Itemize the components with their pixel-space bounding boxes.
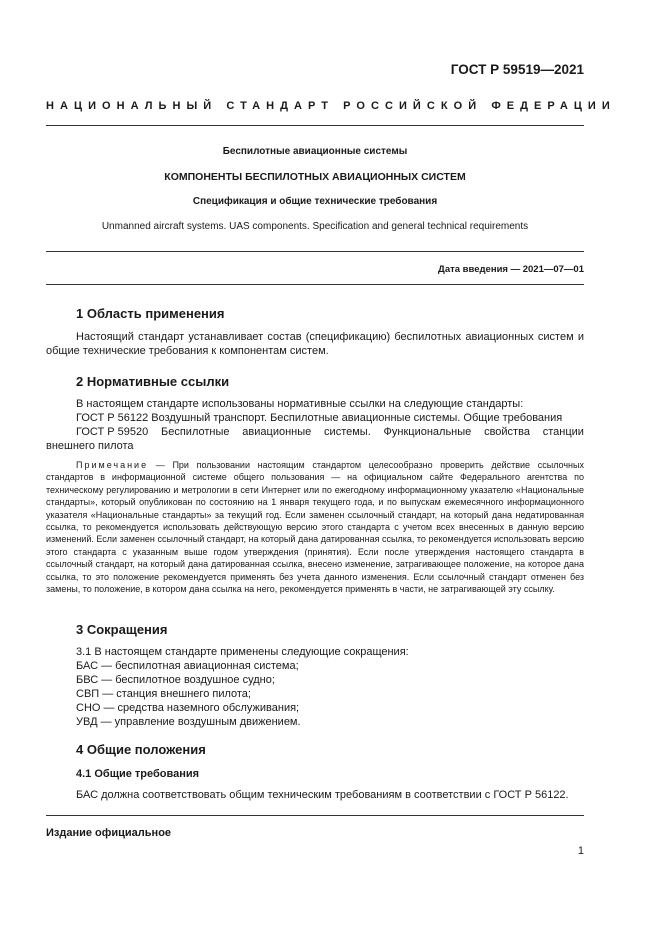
page-number: 1 bbox=[577, 845, 584, 857]
section-4-1-text: БАС должна соответствовать общим техническим требованиям в соответствии с ГОСТ Р 56122. bbox=[76, 789, 569, 801]
gost-code: ГОСТ Р 59519—2021 bbox=[450, 62, 584, 77]
section-1-heading: 1 Область применения bbox=[76, 306, 225, 321]
reference-2-word: авиационные bbox=[242, 426, 312, 438]
reference-2 bbox=[46, 426, 584, 453]
reference-2-word: Функциональные bbox=[383, 426, 472, 438]
reference-2-word: Беспилотные bbox=[161, 426, 230, 438]
document-page bbox=[46, 0, 616, 935]
reference-2-word: системы. bbox=[324, 426, 371, 438]
reference-2-word: станции bbox=[542, 426, 584, 438]
note-label: Примечание bbox=[76, 460, 149, 470]
note-text: — При пользовании настоящим стандартом целесообразно проверить действие ссылочных стандартов в информационной системе общего пользования — на официальном сайте Федерального агентства по техническому регулированию и метрологии в сети Интернет или по ежегодному информационному указателю «Национальные стандарты», который опубликован по состоянию на 1 января текущего года, и по выпускам ежемесячного информационного указателя «Национальные стандарты» за текущий год. Если заменен ссылочный стандарт, на который дана недатированная ссылка, то рекомендуется использовать действующую версию этого стандарта с учетом всех внесенных в данную версию изменений. Если заменен ссылочный стандарт, на который дана датированная ссылка, то рекомендуется использовать версию этого стандарта с указанным выше годом утверждения (принятия). Если после утверждения настоящего стандарта в ссылочный стандарт, на который дана датированная ссылка, внесено изменение, затрагивающее положение, на которое дана ссылка, то это положение рекомендуется применять без учета данного изменения. Если ссылочный стандарт отменен без замены, то положение, в котором дана ссылка на него, рекомендуется применять в части, не затрагивающей эту ссылку. bbox=[46, 460, 584, 595]
section-3-lead: 3.1 В настоящем стандарте применены следующие сокращения: bbox=[76, 646, 409, 658]
section-3-heading: 3 Сокращения bbox=[76, 622, 168, 637]
title-english: Unmanned aircraft systems. UAS components. Specification and general technical requirements bbox=[101, 221, 529, 232]
section-1-text: Настоящий стандарт устанавливает состав (спецификацию) беспилотных авиационных систем и общие технические требования к компонентам систем. bbox=[46, 331, 584, 357]
abbreviation-item: СНО — средства наземного обслуживания; bbox=[76, 702, 300, 714]
abbreviation-item: СВП — станция внешнего пилота; bbox=[76, 688, 251, 700]
title-line-2: КОМПОНЕНТЫ БЕСПИЛОТНЫХ АВИАЦИОННЫХ СИСТЕМ bbox=[164, 171, 466, 183]
abbreviation-item: БВС — беспилотное воздушное судно; bbox=[76, 674, 275, 686]
header-rule bbox=[46, 125, 584, 126]
section-4-heading: 4 Общие положения bbox=[76, 742, 206, 757]
abbreviation-item: УВД — управление воздушным движением. bbox=[76, 716, 301, 728]
reference-2-word: ГОСТ Р 59520 bbox=[76, 426, 149, 438]
title-line-1: Беспилотные авиационные системы bbox=[222, 146, 408, 157]
section-4-1-heading: 4.1 Общие требования bbox=[76, 768, 200, 780]
official-edition: Издание официальное bbox=[46, 827, 172, 839]
intro-rule bbox=[46, 284, 584, 285]
reference-2-word: свойства bbox=[484, 426, 530, 438]
reference-2-tail: внешнего пилота bbox=[46, 439, 134, 452]
section-2-lead: В настоящем стандарте использованы нормативные ссылки на следующие стандарты: bbox=[76, 398, 524, 410]
title-rule bbox=[46, 251, 584, 252]
footer-rule bbox=[46, 815, 584, 816]
reference-1: ГОСТ Р 56122 Воздушный транспорт. Беспилотные авиационные системы. Общие требования bbox=[76, 412, 563, 424]
normative-note bbox=[46, 459, 584, 595]
section-2-heading: 2 Нормативные ссылки bbox=[76, 374, 230, 389]
national-standard-banner: НАЦИОНАЛЬНЫЙ СТАНДАРТ РОССИЙСКОЙ ФЕДЕРАЦИИ bbox=[46, 100, 616, 112]
intro-date: Дата введения — 2021—07—01 bbox=[438, 264, 584, 275]
title-line-3: Спецификация и общие технические требования bbox=[192, 196, 438, 207]
abbreviation-item: БАС — беспилотная авиационная система; bbox=[76, 660, 299, 672]
